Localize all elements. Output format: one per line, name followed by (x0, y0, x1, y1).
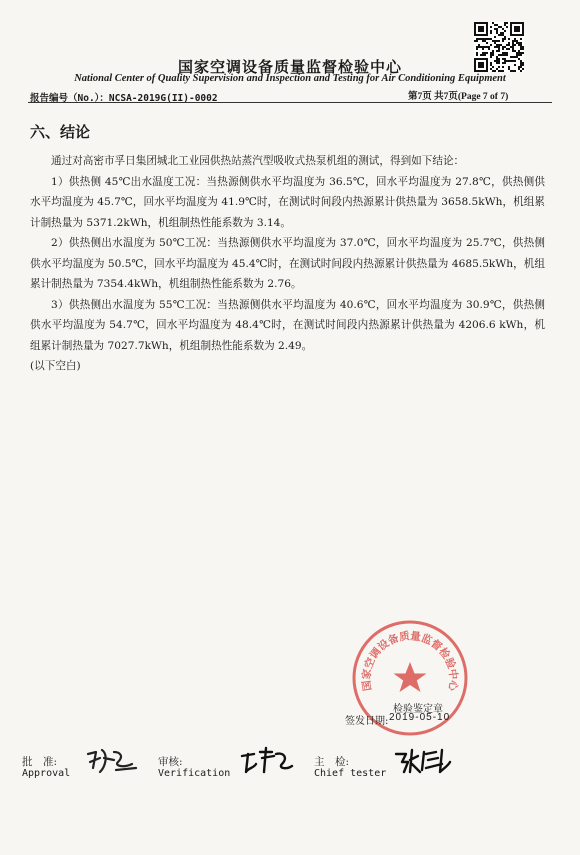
chief-tester-label-en: Chief tester (314, 768, 387, 779)
conclusion-item-3: 3）供热侧出水温度为 55℃工况：当热源侧供水平均温度为 40.6℃，回水平均温度为 30.9℃，供热侧供水平均温度为 54.7℃，回水平均温度为 48.4℃时，在测试时间段内热源累计供热量为 4206.6 kWh，机组累计制热量为 7027.7kWh，机组制热性能系数为 2.49。 (30, 298, 545, 352)
blank-below-note: (以下空白) (30, 360, 81, 372)
verification-label-en: Verification (158, 768, 231, 779)
header-title-en: National Center of Quality Supervision and Inspection and Testing for Air Conditioning Equipment (74, 73, 506, 84)
report-number: 报告编号（No.）：NCSA-2019G(II)-0002 (30, 93, 218, 104)
chief-tester-label: 主 检: (314, 756, 350, 768)
verification-label: 审核: (158, 756, 183, 768)
approval-signature (84, 744, 142, 782)
approval-label-en: Approval (22, 768, 71, 779)
verification-signature (238, 744, 296, 782)
seal-text: 国家空调设备质量监督检验中心 (360, 630, 460, 692)
issue-date: 2019-05-10 (389, 712, 451, 723)
header-divider (28, 102, 552, 103)
conclusion-item-2: 2）供热侧出水温度为 50℃工况：当热源侧供水平均温度为 37.0℃，回水平均温度为 25.7℃，供热侧供水平均温度为 50.5℃，回水平均温度为 45.4℃时，在测试时间段内热源累计供热量为 4685.5kWh，机组累计制热量为 7354.4kWh，机组制热性能系数为 2.76。 (30, 237, 545, 290)
intro-paragraph: 通过对高密市孚日集团城北工业园供热站蒸汽型吸收式热泵机组的测试，得到如下结论： (51, 155, 465, 167)
approval-label: 批 准: (22, 756, 58, 768)
conclusion-item-1: 1）供热侧 45℃出水温度工况：当热源侧供水平均温度为 36.5℃，回水平均温度为 27.8℃，供热侧供水平均温度为 45.7℃，回水平均温度为 41.9℃时，在测试时间段内热源累计供热量为 3658.5kWh，机组累计制热量为 5371.2kWh，机组制热性能系数为 3.14。 (30, 175, 545, 229)
page-number: 第7页 共7页(Page 7 of 7) (408, 92, 509, 102)
section-title: 六、结论 (30, 123, 91, 141)
conclusion-body (30, 151, 545, 377)
header-title-cn: 国家空调设备质量监督检验中心 (177, 58, 402, 76)
stamp-label: 检验鉴定章 (393, 704, 443, 715)
seal-star-icon (394, 662, 427, 692)
issue-date-label: 签发日期: (345, 716, 389, 727)
chief-tester-signature (392, 744, 452, 782)
